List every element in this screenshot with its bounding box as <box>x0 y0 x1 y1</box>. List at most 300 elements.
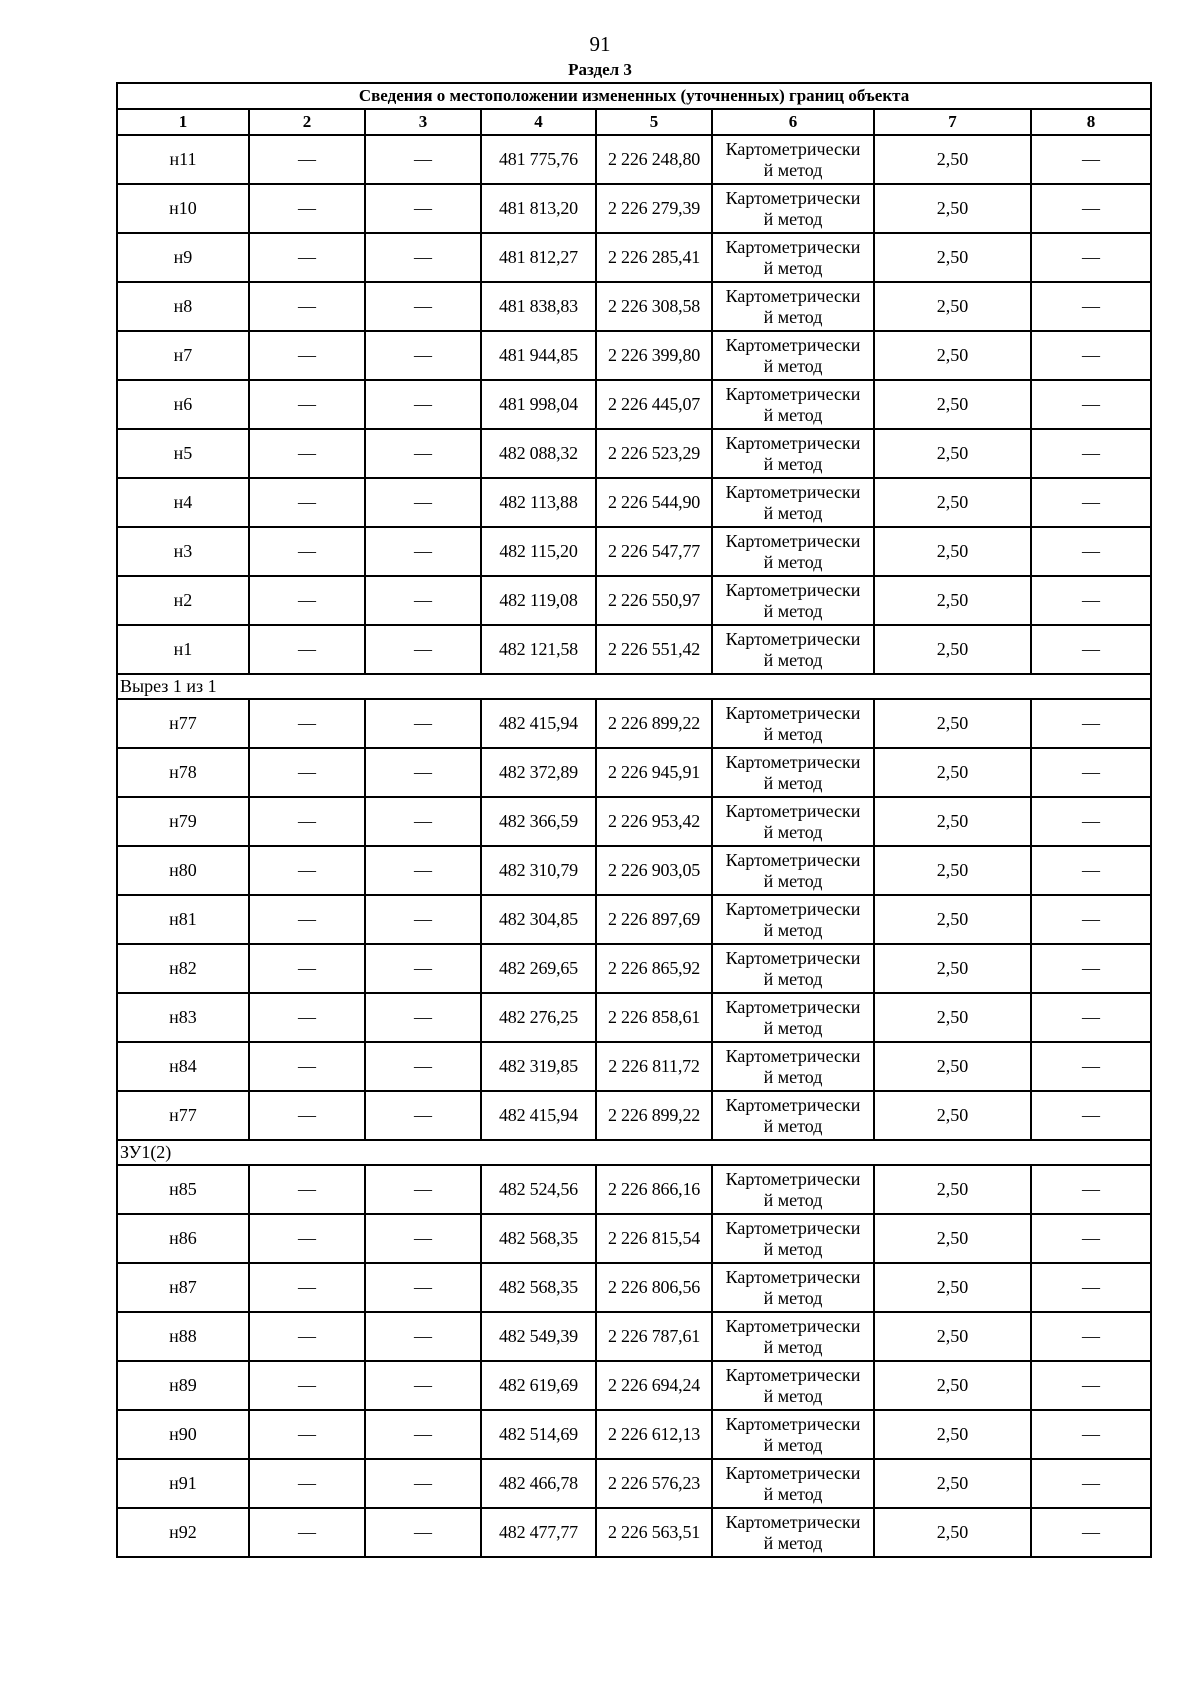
method-line: Картометрически <box>725 1094 861 1115</box>
x-coordinate-cell: 482 310,79 <box>481 846 596 895</box>
column-3-cell: — <box>365 748 481 797</box>
column-2-cell: — <box>249 846 365 895</box>
method-line: Картометрически <box>725 138 861 159</box>
y-coordinate-cell: 2 226 866,16 <box>596 1165 712 1214</box>
method-line: Картометрически <box>725 1217 861 1238</box>
column-3-cell: — <box>365 993 481 1042</box>
method-line: й метод <box>763 551 823 572</box>
y-coordinate-cell: 2 226 806,56 <box>596 1263 712 1312</box>
accuracy-cell: 2,50 <box>874 331 1031 380</box>
point-name-cell: н5 <box>117 429 249 478</box>
method-line: Картометрически <box>725 800 861 821</box>
y-coordinate-cell: 2 226 550,97 <box>596 576 712 625</box>
table-row <box>117 625 1151 674</box>
column-8-cell: — <box>1031 699 1151 748</box>
table-row <box>117 478 1151 527</box>
x-coordinate-cell: 482 366,59 <box>481 797 596 846</box>
y-coordinate-cell: 2 226 523,29 <box>596 429 712 478</box>
method-line: й метод <box>763 208 823 229</box>
y-coordinate-cell: 2 226 897,69 <box>596 895 712 944</box>
accuracy-cell: 2,50 <box>874 1508 1031 1557</box>
y-coordinate-cell: 2 226 576,23 <box>596 1459 712 1508</box>
column-8-cell: — <box>1031 1361 1151 1410</box>
x-coordinate-cell: 482 372,89 <box>481 748 596 797</box>
column-8-cell: — <box>1031 1214 1151 1263</box>
column-3-cell: — <box>365 1459 481 1508</box>
method-line: й метод <box>763 159 823 180</box>
method-line: Картометрически <box>725 579 861 600</box>
boundary-coordinates-table <box>116 82 1152 1558</box>
x-coordinate-cell: 482 113,88 <box>481 478 596 527</box>
column-2-cell: — <box>249 1508 365 1557</box>
y-coordinate-cell: 2 226 551,42 <box>596 625 712 674</box>
method-line: й метод <box>763 723 823 744</box>
method-line: Картометрически <box>725 628 861 649</box>
accuracy-cell: 2,50 <box>874 1410 1031 1459</box>
y-coordinate-cell: 2 226 787,61 <box>596 1312 712 1361</box>
y-coordinate-cell: 2 226 308,58 <box>596 282 712 331</box>
method-cell <box>712 625 874 674</box>
column-2-cell: — <box>249 748 365 797</box>
column-8-cell: — <box>1031 527 1151 576</box>
column-8-cell: — <box>1031 1091 1151 1140</box>
column-3-cell: — <box>365 1263 481 1312</box>
point-name-cell: н88 <box>117 1312 249 1361</box>
point-name-cell: н77 <box>117 699 249 748</box>
column-header: 1 <box>117 109 249 135</box>
method-line: й метод <box>763 453 823 474</box>
method-line: Картометрически <box>725 947 861 968</box>
method-line: Картометрически <box>725 849 861 870</box>
table-row <box>117 429 1151 478</box>
column-2-cell: — <box>249 1042 365 1091</box>
method-cell <box>712 748 874 797</box>
table-row <box>117 380 1151 429</box>
column-2-cell: — <box>249 1091 365 1140</box>
point-name-cell: н84 <box>117 1042 249 1091</box>
column-3-cell: — <box>365 282 481 331</box>
x-coordinate-cell: 482 514,69 <box>481 1410 596 1459</box>
point-name-cell: н81 <box>117 895 249 944</box>
column-2-cell: — <box>249 895 365 944</box>
method-cell <box>712 1263 874 1312</box>
column-2-cell: — <box>249 478 365 527</box>
column-header: 4 <box>481 109 596 135</box>
column-2-cell: — <box>249 699 365 748</box>
point-name-cell: н92 <box>117 1508 249 1557</box>
method-line: Картометрически <box>725 702 861 723</box>
method-cell <box>712 527 874 576</box>
y-coordinate-cell: 2 226 399,80 <box>596 331 712 380</box>
method-line: Картометрически <box>725 1045 861 1066</box>
column-2-cell: — <box>249 233 365 282</box>
table-row <box>117 1091 1151 1140</box>
accuracy-cell: 2,50 <box>874 699 1031 748</box>
point-name-cell: н82 <box>117 944 249 993</box>
x-coordinate-cell: 482 568,35 <box>481 1214 596 1263</box>
method-line: Картометрически <box>725 1511 861 1532</box>
accuracy-cell: 2,50 <box>874 1263 1031 1312</box>
method-line: й метод <box>763 870 823 891</box>
column-header: 5 <box>596 109 712 135</box>
table-row <box>117 993 1151 1042</box>
column-2-cell: — <box>249 944 365 993</box>
y-coordinate-cell: 2 226 815,54 <box>596 1214 712 1263</box>
point-name-cell: н6 <box>117 380 249 429</box>
column-8-cell: — <box>1031 748 1151 797</box>
column-2-cell: — <box>249 380 365 429</box>
column-2-cell: — <box>249 282 365 331</box>
table-row <box>117 944 1151 993</box>
point-name-cell: н1 <box>117 625 249 674</box>
method-cell <box>712 576 874 625</box>
x-coordinate-cell: 482 276,25 <box>481 993 596 1042</box>
table-row <box>117 846 1151 895</box>
column-8-cell: — <box>1031 1263 1151 1312</box>
y-coordinate-cell: 2 226 694,24 <box>596 1361 712 1410</box>
method-line: й метод <box>763 306 823 327</box>
point-name-cell: н79 <box>117 797 249 846</box>
method-line: й метод <box>763 1532 823 1553</box>
column-8-cell: — <box>1031 1042 1151 1091</box>
column-8-cell: — <box>1031 1410 1151 1459</box>
column-3-cell: — <box>365 331 481 380</box>
method-cell <box>712 135 874 184</box>
table-row <box>117 527 1151 576</box>
method-cell <box>712 1410 874 1459</box>
column-header: 6 <box>712 109 874 135</box>
point-name-cell: н90 <box>117 1410 249 1459</box>
point-name-cell: н2 <box>117 576 249 625</box>
method-line: й метод <box>763 1287 823 1308</box>
accuracy-cell: 2,50 <box>874 1459 1031 1508</box>
column-2-cell: — <box>249 527 365 576</box>
method-line: й метод <box>763 1483 823 1504</box>
column-3-cell: — <box>365 429 481 478</box>
column-2-cell: — <box>249 429 365 478</box>
method-cell <box>712 1165 874 1214</box>
x-coordinate-cell: 481 813,20 <box>481 184 596 233</box>
x-coordinate-cell: 482 415,94 <box>481 1091 596 1140</box>
accuracy-cell: 2,50 <box>874 527 1031 576</box>
column-2-cell: — <box>249 576 365 625</box>
method-cell <box>712 1091 874 1140</box>
method-cell <box>712 1508 874 1557</box>
table-row <box>117 233 1151 282</box>
column-2-cell: — <box>249 993 365 1042</box>
point-name-cell: н11 <box>117 135 249 184</box>
method-cell <box>712 895 874 944</box>
y-coordinate-cell: 2 226 612,13 <box>596 1410 712 1459</box>
method-line: Картометрически <box>725 1266 861 1287</box>
method-line: й метод <box>763 1066 823 1087</box>
column-2-cell: — <box>249 1361 365 1410</box>
column-3-cell: — <box>365 1214 481 1263</box>
column-3-cell: — <box>365 846 481 895</box>
point-name-cell: н78 <box>117 748 249 797</box>
x-coordinate-cell: 482 121,58 <box>481 625 596 674</box>
column-3-cell: — <box>365 380 481 429</box>
column-8-cell: — <box>1031 846 1151 895</box>
column-8-cell: — <box>1031 1312 1151 1361</box>
y-coordinate-cell: 2 226 945,91 <box>596 748 712 797</box>
column-3-cell: — <box>365 478 481 527</box>
method-line: й метод <box>763 772 823 793</box>
table-row <box>117 1263 1151 1312</box>
column-2-cell: — <box>249 797 365 846</box>
method-cell <box>712 429 874 478</box>
column-3-cell: — <box>365 1508 481 1557</box>
x-coordinate-cell: 482 269,65 <box>481 944 596 993</box>
point-name-cell: н8 <box>117 282 249 331</box>
table-row <box>117 1312 1151 1361</box>
method-line: Картометрически <box>725 236 861 257</box>
column-3-cell: — <box>365 1312 481 1361</box>
column-8-cell: — <box>1031 429 1151 478</box>
column-8-cell: — <box>1031 1508 1151 1557</box>
column-8-cell: — <box>1031 135 1151 184</box>
column-2-cell: — <box>249 184 365 233</box>
method-line: Картометрически <box>725 432 861 453</box>
column-header: 2 <box>249 109 365 135</box>
method-cell <box>712 331 874 380</box>
method-line: Картометрически <box>725 996 861 1017</box>
table-row <box>117 797 1151 846</box>
accuracy-cell: 2,50 <box>874 1165 1031 1214</box>
column-3-cell: — <box>365 1361 481 1410</box>
column-3-cell: — <box>365 1165 481 1214</box>
x-coordinate-cell: 482 115,20 <box>481 527 596 576</box>
accuracy-cell: 2,50 <box>874 993 1031 1042</box>
page-number: 91 <box>589 32 611 56</box>
accuracy-cell: 2,50 <box>874 478 1031 527</box>
method-line: й метод <box>763 1434 823 1455</box>
method-cell <box>712 1312 874 1361</box>
column-2-cell: — <box>249 135 365 184</box>
x-coordinate-cell: 482 088,32 <box>481 429 596 478</box>
column-3-cell: — <box>365 527 481 576</box>
x-coordinate-cell: 482 319,85 <box>481 1042 596 1091</box>
group-row <box>117 674 1151 699</box>
point-name-cell: н86 <box>117 1214 249 1263</box>
column-8-cell: — <box>1031 1165 1151 1214</box>
accuracy-cell: 2,50 <box>874 1042 1031 1091</box>
x-coordinate-cell: 481 998,04 <box>481 380 596 429</box>
method-line: Картометрически <box>725 187 861 208</box>
table-row <box>117 1165 1151 1214</box>
method-line: Картометрически <box>725 751 861 772</box>
method-line: Картометрически <box>725 285 861 306</box>
y-coordinate-cell: 2 226 858,61 <box>596 993 712 1042</box>
accuracy-cell: 2,50 <box>874 1361 1031 1410</box>
column-8-cell: — <box>1031 993 1151 1042</box>
column-3-cell: — <box>365 797 481 846</box>
column-3-cell: — <box>365 944 481 993</box>
table-row <box>117 331 1151 380</box>
point-name-cell: н77 <box>117 1091 249 1140</box>
column-8-cell: — <box>1031 944 1151 993</box>
x-coordinate-cell: 482 119,08 <box>481 576 596 625</box>
column-2-cell: — <box>249 625 365 674</box>
y-coordinate-cell: 2 226 279,39 <box>596 184 712 233</box>
column-header-row <box>117 109 1151 135</box>
column-8-cell: — <box>1031 625 1151 674</box>
accuracy-cell: 2,50 <box>874 233 1031 282</box>
point-name-cell: н9 <box>117 233 249 282</box>
accuracy-cell: 2,50 <box>874 429 1031 478</box>
y-coordinate-cell: 2 226 899,22 <box>596 699 712 748</box>
method-cell <box>712 797 874 846</box>
method-line: Картометрически <box>725 898 861 919</box>
accuracy-cell: 2,50 <box>874 944 1031 993</box>
method-line: й метод <box>763 1336 823 1357</box>
method-cell <box>712 380 874 429</box>
column-8-cell: — <box>1031 576 1151 625</box>
column-2-cell: — <box>249 1312 365 1361</box>
method-line: Картометрически <box>725 1462 861 1483</box>
column-3-cell: — <box>365 699 481 748</box>
x-coordinate-cell: 481 812,27 <box>481 233 596 282</box>
accuracy-cell: 2,50 <box>874 625 1031 674</box>
group-row <box>117 1140 1151 1165</box>
table-row <box>117 1410 1151 1459</box>
table-body <box>117 135 1151 1557</box>
method-line: Картометрически <box>725 1168 861 1189</box>
column-8-cell: — <box>1031 1459 1151 1508</box>
method-cell <box>712 1042 874 1091</box>
column-8-cell: — <box>1031 331 1151 380</box>
accuracy-cell: 2,50 <box>874 184 1031 233</box>
method-line: й метод <box>763 502 823 523</box>
column-8-cell: — <box>1031 478 1151 527</box>
x-coordinate-cell: 481 838,83 <box>481 282 596 331</box>
accuracy-cell: 2,50 <box>874 797 1031 846</box>
column-3-cell: — <box>365 1042 481 1091</box>
x-coordinate-cell: 482 619,69 <box>481 1361 596 1410</box>
accuracy-cell: 2,50 <box>874 846 1031 895</box>
x-coordinate-cell: 481 944,85 <box>481 331 596 380</box>
table-row <box>117 184 1151 233</box>
y-coordinate-cell: 2 226 953,42 <box>596 797 712 846</box>
y-coordinate-cell: 2 226 547,77 <box>596 527 712 576</box>
column-2-cell: — <box>249 1263 365 1312</box>
point-name-cell: н91 <box>117 1459 249 1508</box>
accuracy-cell: 2,50 <box>874 748 1031 797</box>
accuracy-cell: 2,50 <box>874 1312 1031 1361</box>
x-coordinate-cell: 482 415,94 <box>481 699 596 748</box>
column-3-cell: — <box>365 576 481 625</box>
method-line: й метод <box>763 257 823 278</box>
method-cell <box>712 1214 874 1263</box>
method-line: й метод <box>763 1115 823 1136</box>
method-line: Картометрически <box>725 334 861 355</box>
table-title: Сведения о местоположении измененных (уточненных) границ объекта <box>117 83 1151 109</box>
y-coordinate-cell: 2 226 445,07 <box>596 380 712 429</box>
column-2-cell: — <box>249 1214 365 1263</box>
method-line: Картометрически <box>725 530 861 551</box>
table-row <box>117 748 1151 797</box>
method-cell <box>712 184 874 233</box>
accuracy-cell: 2,50 <box>874 135 1031 184</box>
column-3-cell: — <box>365 184 481 233</box>
point-name-cell: н87 <box>117 1263 249 1312</box>
x-coordinate-cell: 482 304,85 <box>481 895 596 944</box>
method-line: й метод <box>763 649 823 670</box>
table-row <box>117 1042 1151 1091</box>
method-line: й метод <box>763 1017 823 1038</box>
method-cell <box>712 699 874 748</box>
column-8-cell: — <box>1031 380 1151 429</box>
y-coordinate-cell: 2 226 285,41 <box>596 233 712 282</box>
method-line: й метод <box>763 1189 823 1210</box>
column-2-cell: — <box>249 331 365 380</box>
column-8-cell: — <box>1031 282 1151 331</box>
accuracy-cell: 2,50 <box>874 1214 1031 1263</box>
column-8-cell: — <box>1031 184 1151 233</box>
column-3-cell: — <box>365 233 481 282</box>
table-row <box>117 1459 1151 1508</box>
table-row <box>117 135 1151 184</box>
x-coordinate-cell: 482 568,35 <box>481 1263 596 1312</box>
point-name-cell: н89 <box>117 1361 249 1410</box>
column-2-cell: — <box>249 1165 365 1214</box>
method-line: й метод <box>763 355 823 376</box>
column-8-cell: — <box>1031 895 1151 944</box>
table-row <box>117 576 1151 625</box>
table-row <box>117 1361 1151 1410</box>
x-coordinate-cell: 482 466,78 <box>481 1459 596 1508</box>
point-name-cell: н3 <box>117 527 249 576</box>
method-cell <box>712 478 874 527</box>
column-3-cell: — <box>365 1410 481 1459</box>
method-cell <box>712 233 874 282</box>
accuracy-cell: 2,50 <box>874 380 1031 429</box>
method-line: й метод <box>763 1238 823 1259</box>
method-line: Картометрически <box>725 481 861 502</box>
method-line: Картометрически <box>725 383 861 404</box>
y-coordinate-cell: 2 226 865,92 <box>596 944 712 993</box>
column-2-cell: — <box>249 1410 365 1459</box>
column-header: 3 <box>365 109 481 135</box>
point-name-cell: н85 <box>117 1165 249 1214</box>
method-line: Картометрически <box>725 1413 861 1434</box>
method-cell <box>712 1361 874 1410</box>
column-3-cell: — <box>365 1091 481 1140</box>
column-8-cell: — <box>1031 797 1151 846</box>
x-coordinate-cell: 482 524,56 <box>481 1165 596 1214</box>
accuracy-cell: 2,50 <box>874 576 1031 625</box>
method-cell <box>712 846 874 895</box>
column-8-cell: — <box>1031 233 1151 282</box>
y-coordinate-cell: 2 226 563,51 <box>596 1508 712 1557</box>
table-row <box>117 282 1151 331</box>
column-3-cell: — <box>365 895 481 944</box>
point-name-cell: н4 <box>117 478 249 527</box>
method-line: Картометрически <box>725 1364 861 1385</box>
column-header: 7 <box>874 109 1031 135</box>
group-label: Вырез 1 из 1 <box>117 674 1151 699</box>
y-coordinate-cell: 2 226 811,72 <box>596 1042 712 1091</box>
table-row <box>117 1508 1151 1557</box>
column-3-cell: — <box>365 625 481 674</box>
method-line: й метод <box>763 821 823 842</box>
accuracy-cell: 2,50 <box>874 895 1031 944</box>
method-line: й метод <box>763 600 823 621</box>
accuracy-cell: 2,50 <box>874 1091 1031 1140</box>
table-row <box>117 1214 1151 1263</box>
point-name-cell: н7 <box>117 331 249 380</box>
method-line: й метод <box>763 404 823 425</box>
